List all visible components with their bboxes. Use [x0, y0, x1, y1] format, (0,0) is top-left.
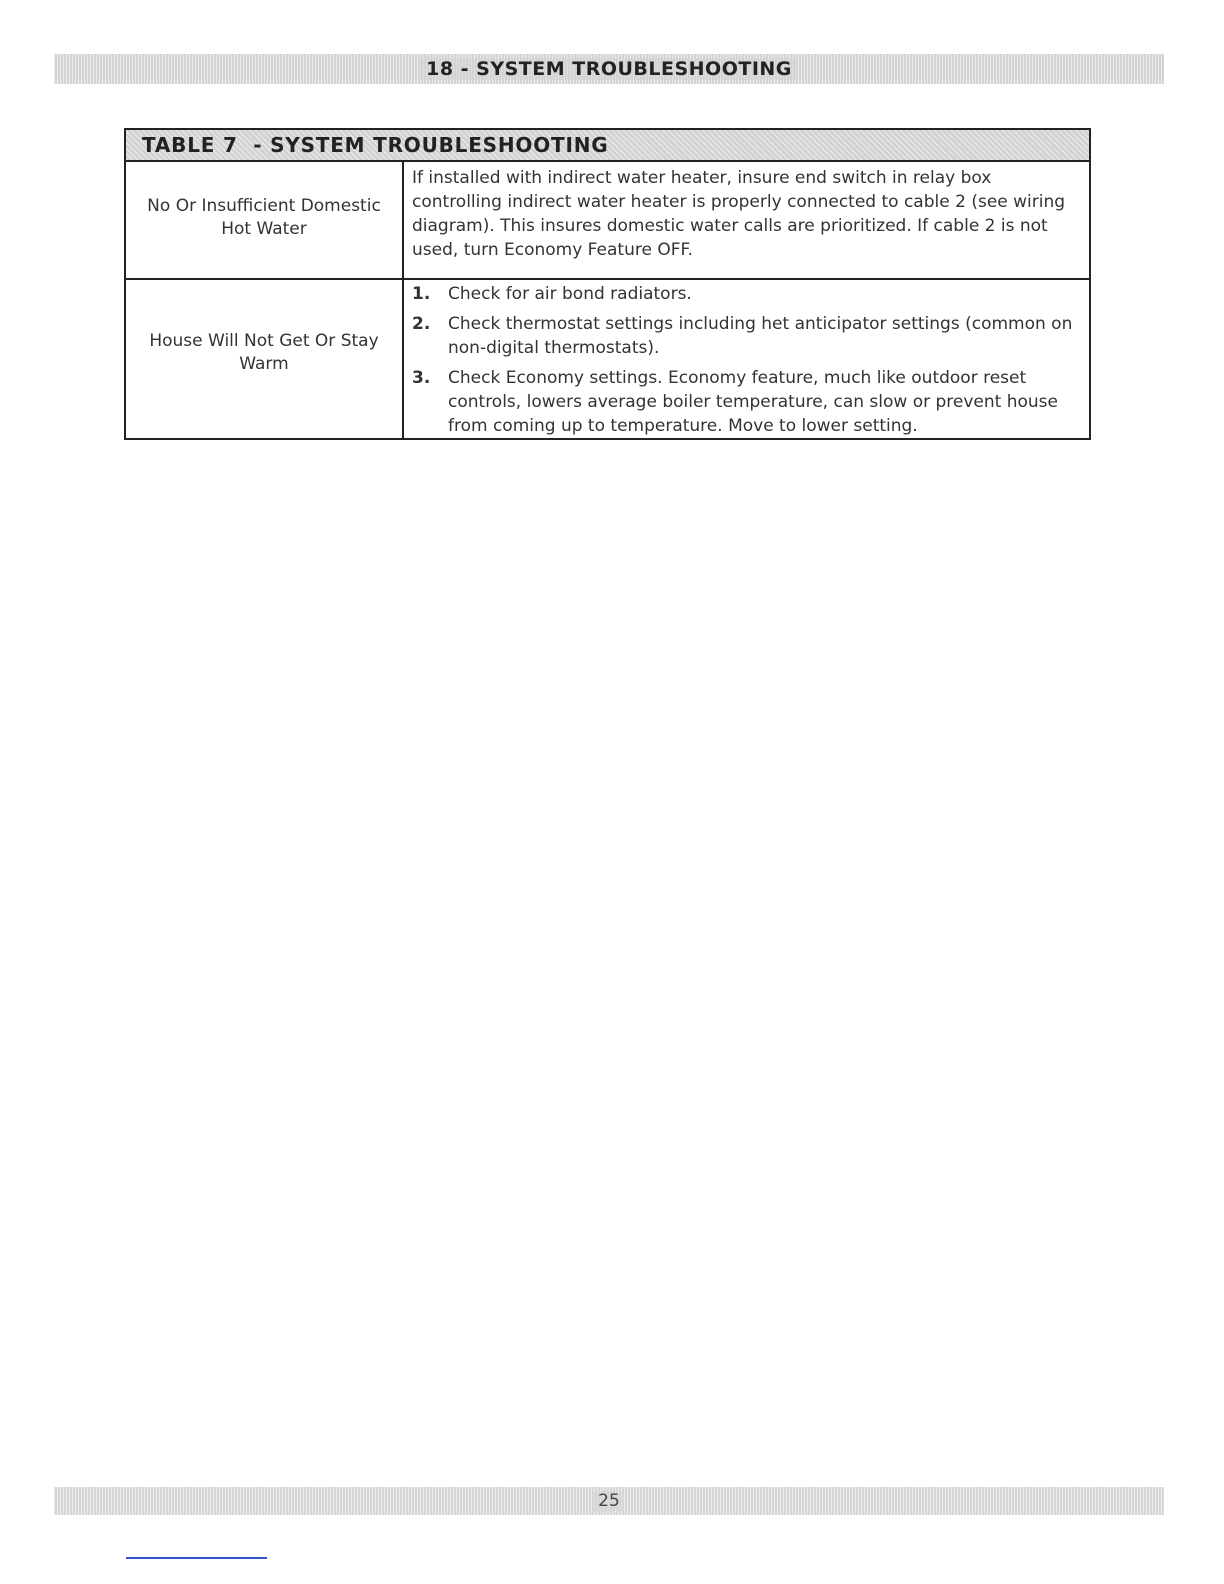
- problem-cell: [126, 162, 404, 278]
- step-text: Check for air bond radiators.: [448, 284, 692, 304]
- list-item: [412, 282, 1079, 306]
- section-title: 18 - SYSTEM TROUBLESHOOTING: [420, 58, 798, 80]
- footer-banner: [54, 1487, 1164, 1515]
- footer-rule: [126, 1557, 267, 1559]
- step-number: 3.: [412, 368, 431, 388]
- problem-text: House Will Not Get Or Stay Warm: [149, 331, 379, 374]
- table-row: [126, 162, 1089, 280]
- problem-text: No Or Insufficient Domestic Hot Water: [147, 196, 381, 239]
- table-row: [126, 280, 1089, 438]
- solution-cell: [404, 162, 1089, 278]
- section-header-banner: [54, 54, 1164, 84]
- solution-text: If installed with indirect water heater, insure end switch in relay box controlling indirect water heater is properly connected to cable 2 (see wiring diagram). This insures domestic water calls are prioritized. If cable 2 is not used, turn Economy Feature OFF.: [412, 168, 1066, 260]
- solution-cell: [404, 280, 1089, 438]
- step-text: Check thermostat settings including het anticipator settings (common on non-digital thermostats).: [448, 314, 1073, 358]
- step-number: 1.: [412, 284, 431, 304]
- step-number: 2.: [412, 314, 431, 334]
- list-item: [412, 312, 1079, 360]
- list-item: [412, 366, 1079, 438]
- problem-cell: [126, 280, 404, 438]
- step-text: Check Economy settings. Economy feature, much like outdoor reset controls, lowers average boiler temperature, can slow or prevent house from coming up to temperature. Move to lower setting.: [448, 368, 1058, 436]
- page-number: 25: [594, 1491, 624, 1511]
- table-title: TABLE 7 - SYSTEM TROUBLESHOOTING: [142, 133, 609, 157]
- solution-steps-list: [412, 282, 1079, 438]
- table-header: [126, 130, 1089, 162]
- troubleshooting-table: [124, 128, 1091, 440]
